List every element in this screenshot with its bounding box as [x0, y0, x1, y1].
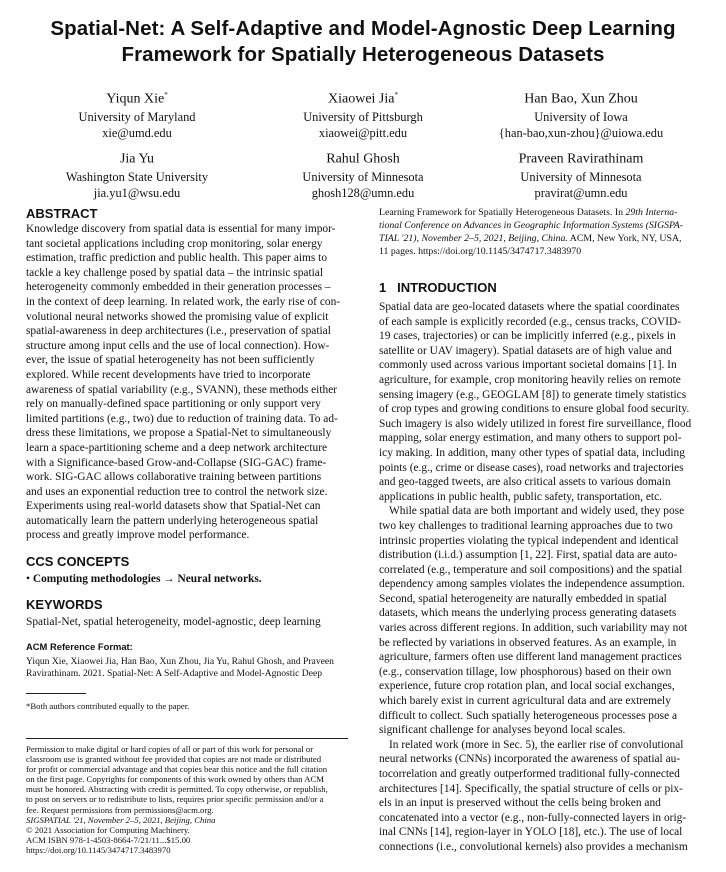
author-affiliation: University of Minnesota [520, 169, 642, 184]
intro-line: Such imagery is also widely utilized in forest fire surveillance, flood [379, 417, 692, 430]
author-name: Xiaowei Jia* [328, 91, 398, 107]
abstract-line: Experiments using real-world datasets show that Spatial-Net can [26, 500, 321, 513]
intro-line: els in an input is preserved without the cells being broken and [379, 797, 661, 810]
footnote-rule [26, 693, 86, 694]
abstract-line: learn a space-partitioning scheme and a deep network architecture [26, 441, 328, 454]
intro-line: commonly used across various important societal domains [1]. In [379, 359, 677, 372]
intro-line: 19 cases, trajectories) or can be implicitly inferred (e.g., pixels in [379, 330, 676, 343]
ref-cont-venue: tional Conference on Advances in Geographic Information Systems (SIGSPA- [379, 219, 684, 231]
abstract-line: work. SIG-GAC allows collaborative training between partitions [26, 471, 322, 484]
intro-line: neural networks (CNNs) incorporated the awareness of spatial au- [379, 753, 681, 766]
intro-line: sensing imagery (e.g., GEOGLAM [8]) to generate timely statistics [379, 388, 687, 401]
introduction-section [379, 279, 701, 855]
intro-line: connections (i.e., convolutional kernels) also provides a mechanism [379, 840, 688, 853]
intro-line: varies across different regions. In addition, such variability may not [379, 622, 688, 635]
abstract-line: and uses an exponential reduction tree to control the network size. [26, 485, 328, 498]
ref-cont-line [379, 233, 701, 246]
abstract-line: in the context of deep learning. In related work, the early rise of con- [26, 295, 341, 308]
intro-line: distribution (i.i.d.) assumption [1, 22]. First, spatial data are auto- [379, 549, 678, 562]
intro-line: be reflected by variations in observed features. As an example, in [379, 636, 677, 649]
author-email[interactable]: xie@umd.edu [102, 126, 172, 141]
abstract-line: rely on manually-defined space partitioning or only support very [26, 398, 321, 411]
abstract-line: process and greatly improve model performance. [26, 529, 250, 542]
permission-line: Permission to make digital or hard copies of all or part of this work for personal or [26, 744, 314, 754]
abstract-heading: ABSTRACT [26, 206, 98, 221]
intro-line: Second, spatial heterogeneity are naturally embedded in spatial [379, 592, 667, 605]
author-name: Rahul Ghosh [326, 151, 400, 167]
permission-line: fee. Request permissions from permissions@acm.org. [26, 804, 214, 815]
ref-cont-venue: TIAL '21), November 2–5, 2021, Beijing, China. [379, 232, 568, 244]
ccs-heading: CCS CONCEPTS [26, 554, 130, 569]
intro-title: INTRODUCTION [397, 280, 497, 295]
permission-line: to post on servers or to redistribute to lists, requires prior specific permission and/or a [26, 794, 324, 805]
intro-line: intrinsic properties violating the typical independent and identical [379, 534, 679, 547]
abstract-line: with a Significance-based Grow-and-Collapse (SIG-GAC) frame- [26, 456, 327, 469]
ref-cont-text: Learning Framework for Spatially Heterogeneous Datasets. In [379, 207, 626, 218]
intro-line: inal CNNs [14], region-layer in YOLO [18], etc.). The use of local [379, 826, 683, 839]
intro-line: Spatial data are geo-located datasets where the spatial coordinates [379, 301, 680, 313]
intro-line: correlated (e.g., temperature and soil compositions) and the spatial [379, 563, 683, 576]
intro-line: mapping, solar energy estimation, and many others to support pol- [379, 432, 682, 445]
abstract-line: ever, the issue of spatial heterogeneity has not been sufficiently [26, 354, 315, 367]
abstract-line: volutional neural networks showed the promising value of explicit [26, 310, 329, 323]
permission-line: ACM ISBN 978-1-4503-8664-7/21/11...$15.00 [26, 834, 191, 845]
author-email[interactable]: ghosh128@umn.edu [311, 186, 415, 201]
author-name: Jia Yu [119, 151, 155, 167]
intro-line: satellite or UAV imagery). Spatial datasets are of high value and [379, 344, 672, 357]
intro-line: datasets, which means the underlying process generating datasets [379, 607, 677, 620]
intro-line: agriculture, farmers often use different land management practices [379, 651, 682, 664]
ref-cont-venue: 29th Interna- [625, 207, 678, 218]
intro-line: of crop types and growing conditions to ensure global food security. [379, 403, 690, 416]
abstract-line: heterogeneity commonly embedded in their generation processes – [26, 281, 331, 294]
acm-reference [26, 641, 349, 680]
author-affiliation: University of Iowa [534, 109, 628, 124]
abstract-line: structure among input cells and the use of local connection). How- [26, 339, 330, 352]
author-card [248, 86, 478, 142]
keywords-heading: KEYWORDS [26, 597, 103, 612]
abstract-line: automatically learn the pattern underlying heterogeneous spatial [26, 514, 319, 527]
intro-heading [379, 279, 701, 296]
intro-line: experience, future crop rotation plan, and local social exchanges, [379, 680, 675, 693]
permission-line: must be honored. Abstracting with credit is permitted. To copy otherwise, or republish, [26, 784, 328, 795]
permission-rule [26, 738, 348, 739]
footnote: *Both authors contributed equally to the paper. [26, 701, 190, 711]
abstract-line: spatial-awareness in deep architectures (i.e., preservation of spatial [26, 325, 331, 338]
ccs-section [26, 553, 349, 587]
abstract-line: tant societal applications including crop monitoring, solar energy [26, 237, 323, 250]
intro-line: points (e.g., crime or disease cases), road networks and trajectories [379, 461, 684, 474]
intro-line: concatenated into a vector (e.g., non-fully-connected layers in orig- [379, 811, 687, 824]
author-email[interactable]: xiaowei@pitt.edu [318, 126, 408, 141]
intro-line: significant challenge for analyses beyond local scales. [379, 724, 626, 737]
intro-line: dependency among samples violates the independence assumption. [379, 578, 685, 591]
intro-line: applications in public health, public safety, transportation, etc. [379, 490, 662, 503]
abstract-line: limited partitions (e.g., two) due to reduction of training data. To ad- [26, 412, 338, 425]
author-email[interactable]: {han-bao,xun-zhou}@uiowa.edu [498, 126, 664, 141]
intro-line: tocorrelation and greatly outperformed traditional fully-connected [379, 768, 680, 780]
ref-cont-text: ACM, New York, NY, USA, [567, 232, 682, 244]
permission-line: https://doi.org/10.1145/3474717.3483970 [26, 844, 171, 855]
permission-line: SIGSPATIAL '21, November 2–5, 2021, Beijing, China [26, 814, 216, 825]
intro-body [379, 300, 701, 855]
ccs-bullet: • [26, 573, 30, 585]
author-card [248, 146, 478, 202]
paper-title [0, 16, 726, 68]
intro-line: architectures [14]. Specifically, the spatial structure of cells or pix- [379, 782, 683, 795]
intro-line: While spatial data are both important and widely used, they pose [389, 505, 685, 518]
intro-line: of each sample is explicitly recorded (e.g., census tracks, COVID- [379, 315, 682, 328]
intro-line: difficult to collect. Such spatially heterogeneous processes pose a [379, 709, 678, 722]
author-affiliation: Washington State University [65, 169, 209, 184]
author-affiliation: University of Minnesota [302, 169, 424, 184]
author-email[interactable]: pravirat@umn.edu [534, 186, 628, 201]
ref-cont-line [379, 220, 701, 233]
title-line-1: Spatial-Net: A Self-Adaptive and Model-Agnostic Deep Learning [50, 17, 676, 40]
intro-line: and geo-tagged tweets, are also critical assets to various domain [379, 476, 671, 489]
reference-continued [379, 207, 701, 259]
author-card [466, 86, 696, 142]
author-card [466, 146, 696, 202]
intro-line: two key challenges to traditional learning approaches due to two [379, 519, 673, 532]
abstract-body [26, 222, 349, 543]
permission-line: on the first page. Copyrights for components of this work owned by others than ACM [26, 774, 324, 785]
intro-line: In related work (more in Sec. 5), the earlier rise of convolutional [389, 738, 684, 751]
abstract-line: explored. While recent developments have tried to incorporate [26, 368, 311, 381]
permission-line: © 2021 Association for Computing Machinery. [26, 824, 190, 835]
abstract-section [26, 205, 349, 543]
acm-ref-heading: ACM Reference Format: [26, 641, 133, 652]
intro-line: which barely exist in current agricultural data and are extremely [379, 695, 671, 708]
permission-line: classroom use is granted without fee provided that copies are not made or distributed [26, 754, 322, 765]
ref-cont-line [379, 207, 701, 220]
abstract-line: Knowledge discovery from spatial data is essential for many impor- [26, 223, 336, 235]
permission-block [26, 744, 349, 855]
acm-ref-line: Ravirathinam. 2021. Spatial-Net: A Self-Adaptive and Model-Agnostic Deep [26, 668, 323, 679]
author-affiliation: University of Maryland [78, 109, 196, 124]
author-name: Han Bao, Xun Zhou [524, 91, 638, 107]
abstract-line: tackle a key challenge posed by spatial data – the intrinsic spatial [26, 266, 324, 279]
abstract-line: estimation, traffic prediction and public health. This paper aims to [26, 252, 328, 265]
abstract-line: dress these limitations, we propose a Spatial-Net to simultaneously [26, 427, 332, 440]
acm-ref-line: Yiqun Xie, Xiaowei Jia, Han Bao, Xun Zhou, Jia Yu, Rahul Ghosh, and Praveen [26, 656, 334, 667]
abstract-line: awareness of spatial variability (e.g., SVANN), these methods either [26, 383, 338, 396]
ccs-line [26, 572, 349, 587]
intro-line: icy making. In addition, many other types of spatial data, including [379, 446, 685, 459]
author-card [22, 86, 252, 142]
intro-line: (e.g., conservation tillage, low phosphorous) based on their own [379, 665, 672, 678]
title-line-2: Framework for Spatially Heterogeneous Datasets [121, 43, 605, 66]
author-name: Yiqun Xie* [106, 91, 168, 107]
author-affiliation: University of Pittsburgh [303, 109, 423, 124]
author-email[interactable]: jia.yu1@wsu.edu [93, 186, 181, 201]
permission-line: for profit or commercial advantage and that copies bear this notice and the full citation [26, 764, 328, 775]
ref-cont-line: 11 pages. https://doi.org/10.1145/3474717.3483970 [379, 245, 582, 257]
author-name: Praveen Ravirathinam [518, 151, 644, 167]
ccs-text: Computing methodologies → Neural networks. [32, 573, 262, 585]
keywords-text: Spatial-Net, spatial heterogeneity, model-agnostic, deep learning [26, 616, 321, 628]
intro-line: agriculture, for example, crop monitoring heavily relies on remote [379, 373, 681, 386]
intro-number: 1 [379, 280, 387, 295]
author-card [22, 146, 252, 202]
keywords-section [26, 596, 349, 630]
